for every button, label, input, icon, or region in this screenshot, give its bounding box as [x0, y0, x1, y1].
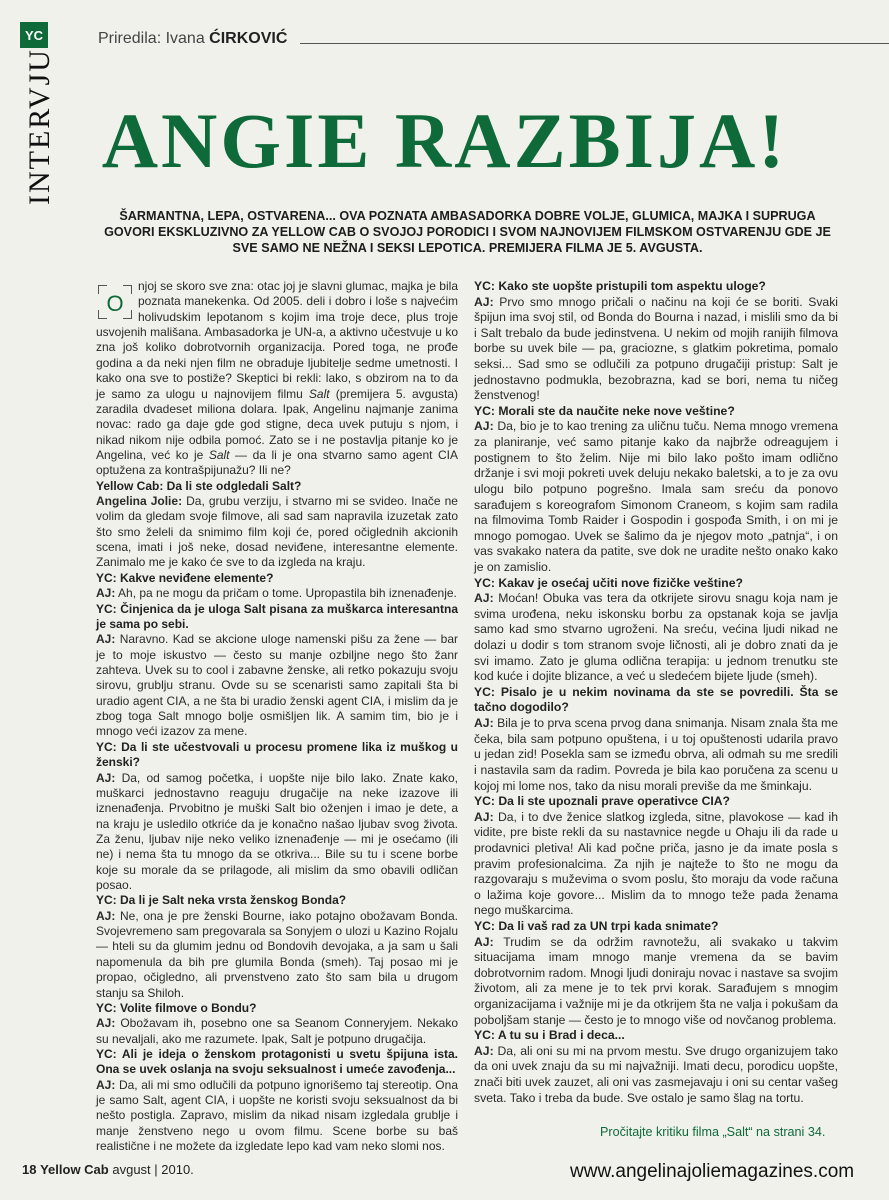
interview-question: YC: Morali ste da naučite neke nove veštine?	[474, 403, 735, 418]
answer-speaker: AJ:	[474, 716, 494, 731]
interview-answer	[474, 935, 838, 1029]
footer-issue: avgust | 2010.	[112, 1162, 194, 1177]
credit-name: ĆIRKOVIĆ	[209, 30, 288, 47]
review-teaser: Pročitajte kritiku filma „Salt“ na strani 34.	[600, 1125, 826, 1139]
answer-text: Da, bio je to kao trening za uličnu tuču. Nema mnogo vremena za planiranje, već samo pitanje kako da najbrže odreagujem i postignem to što želim. Nije mi bilo lako pošto imam odlično držanje i svi moji pokreti uvek deluju nekako baletski, a to je za ovu ulogu bilo potpuno pogrešno. Imala sam sreću da ponovo sarađujem s koreografom Simonom Craneom, s kojim sam radila na filmovima Tomb Raider i Gospodin i gospođa Smith, i on mi je mnogo pomogao. Uvek se šalimo da je njegov moto „patnja“, i on vas svakako natera da patite, sve dok ne uradite nešto onako kako je on zamislio.	[474, 419, 838, 574]
answer-text: Da, grubu verziju, i stvarno mi se svideo. Inače ne volim da gledam svoje filmove, ali sad sam napravila izuzetak zato što smo želeli da snimimo film koji će, pored očiglednih akcionih scena, imati i još neke, dosad neviđene, interesantne elemente. Zanimalo me je kako će sve to da izgleda na kraju.	[96, 494, 458, 570]
answer-speaker: Angelina Jolie:	[96, 494, 183, 509]
footer-magazine: Yellow Cab	[40, 1162, 109, 1177]
interview-question: YC: Kakav je osećaj učiti nove fizičke veštine?	[474, 575, 743, 590]
answer-speaker: AJ:	[96, 908, 116, 923]
interview-question: YC: Da li vaš rad za UN trpi kada snimate?	[474, 918, 719, 933]
interview-question: YC: Kako ste uopšte pristupili tom aspektu uloge?	[474, 279, 766, 293]
answer-text: Bila je to prva scena prvog dana snimanja. Nisam znala šta me čeka, bila sam potpuno opuštena, i u toj opuštenosti udarila pravo u jedan zid! Posekla sam se između obrva, ali odmah su me sredili i nastavila sam da radim. Povreda je bila kao poručena za scenu u kojoj mi lome nos, tako da nisu morali previše da me šminkaju.	[474, 716, 838, 793]
article-lead: ŠARMANTNA, LEPA, OSTVARENA... OVA POZNATA AMBASADORKA DOBRE VOLJE, GLUMICA, MAJKA I SUPRUGA GOVORI EKSKLUZIVNO ZA YELLOW CAB O SVOJOJ PORODICI I SVOM NAJNOVIJEM FILMSKOM OSTVARENJU GDE JE SVE SAMO NE NEŽNA I SEKSI LEPOTICA. PREMIJERA FILMA JE 5. AVGUSTA.	[104, 209, 831, 255]
answer-speaker: AJ:	[474, 1043, 494, 1058]
page-number: 18	[22, 1162, 37, 1177]
answer-text: Da, ali mi smo odlučili da potpuno ignorišemo taj stereotip. Ona je samo Salt, agent CIA, i uopšte ne koristi svoju seksualnost da bi nešto postigla. Zapravo, mislim da nikad nisam izgledala grublje i manje ženstveno nego u ovom filmu. Scene borbe su baš realistične i ne možete da izgledate lepo kad vam neko slomi nos.	[96, 1077, 458, 1154]
answer-speaker: AJ:	[474, 419, 494, 434]
interview-answer	[474, 419, 838, 575]
drop-cap	[98, 285, 132, 319]
interview-answer	[474, 295, 838, 404]
interview-question: YC: Činjenica da je uloga Salt pisana za muškarca interesantna je sama po sebi.	[96, 601, 458, 631]
article-title: ANGIE RAZBIJA!	[101, 97, 788, 184]
answer-text: Obožavam ih, posebno one sa Seanom Conneryjem. Nekako su nevaljali, ako me razumete. Ipak, Salt je potpuno drugačija.	[96, 1016, 458, 1046]
answer-text: Da, i to dve ženice slatkog izgleda, sitne, plavokose — kad ih vidite, pre biste rekli da su nastavnice negde u Ohaju ili da rade u prodavnici pletiva! Ali kad počne priča, jasno je da imate posla s pravim profesionalcima. Za njih je najteže to što ne mogu da razgovaraju s muževima o svom poslu, što moraju da vode računa o lažima koje govore... Mislim da to mnogo teže pada ženama nego muškarcima.	[474, 809, 838, 918]
interview-answer	[96, 1016, 458, 1047]
interview-answer	[96, 771, 458, 894]
interview-answer	[96, 494, 458, 571]
interview-answer	[474, 1044, 838, 1106]
answer-text: Da, ali oni su mi na prvom mestu. Sve drugo organizujem tako da oni uvek znaju da su mi najvažniji. Imati decu, porodicu uopšte, znači biti uvek zauzet, ali oni vas zasmejavaju i oni su centar vašeg sveta. Tako i treba da bude. Sve ostalo je samo šlag na tortu.	[474, 1043, 838, 1105]
interview-answer	[96, 632, 458, 740]
interview-question: YC: Da li je Salt neka vrsta ženskog Bonda?	[96, 893, 347, 908]
answer-speaker: AJ:	[474, 934, 494, 949]
answer-text: Naravno. Kad se akcione uloge namenski pišu za žene — bar je to moje iskustvo — često su manje ozbiljne nego što žanr zahteva. Uvek su to cool i zabavne ženske, ali retko pokazuju svoju sirovu, grublju stranu. Ovde su se scenaristi samo zapitali šta bi uradio agent CIA, a ne šta bi uradio ženski agent CIA, i mislim da je zbog toga Salt mnogo bolje osmišljen lik. A samim tim, bio je i mnogo veći izazov za mene.	[96, 632, 458, 739]
interview-question: YC: Kakve neviđene elemente?	[96, 570, 274, 585]
interview-question: Yellow Cab: Da li ste odgledali Salt?	[96, 478, 302, 493]
intro-film-title-2: Salt	[208, 447, 230, 462]
interview-answer	[474, 716, 838, 794]
answer-speaker: AJ:	[96, 1077, 116, 1092]
author-credit	[98, 30, 287, 48]
credit-prefix: Priredila: Ivana	[98, 30, 205, 47]
interview-answer	[96, 586, 458, 601]
answer-text: Ah, pa ne mogu da pričam o tome. Upropastila bih iznenađenje.	[118, 586, 457, 601]
intro-text: njoj se skoro sve zna: otac joj je slavni glumac, majka je bila poznata manekenka. Od 2005. deli i dobro i loše s najvećim holivudskim lepotanom s kojim ima troje dece, plus troje usvojenih mališana. Ambasadorka je UN-a, a aktivno učestvuje u ko zna još koliko dobrotvornih organizacija. Pored toga, ne prođe godina a da neki njen film ne obraduje ljubitelje sedme umetnosti. I kako ona sve to postiže? Skeptici bi rekli: lako, s obzirom na to da je samo za ulogu u najnovijem filmu	[96, 279, 458, 401]
interview-question: YC: Volite filmove o Bondu?	[96, 1000, 257, 1015]
answer-text: Trudim se da održim ravnotežu, ali svakako u takvim situacijama imam mnogo manje vremena da se bavim dobrotvornim radom. Mnogi ljudi doniraju novac i nastave sa svojim životom, ali za mene je to tek prvi korak. Sarađujem s mnogim organizacijama i važnije mi je da otkrijem šta ne valja i pokušam da poboljšam stanje — često je to mnogo više od novčanog problema.	[474, 934, 838, 1027]
intro-film-title: Salt	[308, 386, 330, 401]
intro-text-tail: (premijera 5. avgusta) zaradila dvadeset miliona dolara. Ipak, Angelinu najmanje zanima novac: rado ga daje gde god stigne, deca uvek putuju s njom, i nikad nikom nije odbila pomoć. Zato se i ne postavlja pitanje ko je Angelina, već ko je	[96, 386, 458, 462]
header-rule	[300, 43, 889, 44]
interview-answer	[474, 810, 838, 919]
column-left	[96, 279, 458, 1154]
answer-text: Prvo smo mnogo pričali o načinu na koji će se boriti. Svaki špijun ima svoj stil, od Bonda do Bourna i nazad, i mislili smo da bi i Salt trebalo da bude jedinstvena. U nekim od mojih ranijih filmova borbe su uvek bile — pa, graciozne, s glatkim pokretima, pomalo seksi... Sad smo se odlučili za potpuno drugačiji pristup: Salt je jednostavno podmukla, bezobrazna, kad se bori, nema tu ničeg ženstvenog!	[474, 294, 838, 403]
answer-text: Ne, ona je pre ženski Bourne, iako potajno obožavam Bonda. Svojevremeno sam pregovarala sa Sonyjem o ulozi u Kazino Rojalu — hteli su da glumim jednu od Bondovih devojaka, a ja sam u šali napomenula da bih pre glumila Bonda (smeh). Taj posao mi je propao, očigledno, ali prvenstveno zato što sam bila u drugom stanju sa Shiloh.	[96, 908, 458, 1000]
intro-text-end: — da li je ona stvarno samo agent CIA optužena za kontrašpijunažu? Ili ne?	[96, 447, 458, 478]
interview-question: YC: Da li ste učestvovali u procesu promene lika iz muškog u ženski?	[96, 739, 458, 770]
interview-question: YC: A tu su i Brad i deca...	[474, 1028, 625, 1043]
interview-answer	[474, 591, 838, 685]
interview-answer	[96, 909, 458, 1001]
answer-speaker: AJ:	[474, 809, 494, 824]
answer-speaker: AJ:	[96, 632, 116, 647]
magazine-badge: YC	[20, 22, 48, 48]
interview-question: YC: Da li ste upoznali prave operativce CIA?	[474, 794, 731, 809]
website-watermark: www.angelinajoliemagazines.com	[570, 1161, 855, 1182]
interview-question: YC: Ali je ideja o ženskom protagonisti u svetu špijuna ista. Ona se uvek oslanja na svoju seksualnost i umeće zavođenja...	[96, 1046, 458, 1077]
answer-text: Moćan! Obuka vas tera da otkrijete sirovu snagu koja nam je svima urođena, neku iskonsku borbu za opstanak koja se javlja samo kad smo stvarno ugroženi. Na sreću, većina ljudi nikad ne dolazi u dodir s tom stranom svoje ličnosti, ali je dobro znati da je svi imamo. Zato je gluma odlična terapija: u jednom trenutku ste kod kuće i dojite blizance, a već u sledećem bijete ljude (smeh).	[474, 591, 838, 684]
answer-text: Da, od samog početka, i uopšte nije bilo lako. Znate kako, muškarci jednostavno reaguju drugačije na neke izazove ili iznenađenja. Prvobitno je muški Salt bio oženjen i imao je dete, a na kraju je usledilo otkriće da je konačno našao ljubav svog života. Za ženu, ljubav nije neko veliko iznenađenje — mi je osećamo (ili ne) i nema šta tu mnogo da se otkriva... Bile su tu i scene borbe koje su morale da se prilagode, ali mislim da smo obavili odličan posao.	[96, 770, 458, 893]
column-right	[474, 279, 838, 1106]
interview-answer	[96, 1078, 458, 1155]
page-footer	[22, 1162, 194, 1177]
answer-speaker: AJ:	[474, 294, 494, 309]
intro-paragraph	[96, 279, 458, 479]
answer-speaker: AJ:	[96, 770, 116, 785]
answer-speaker: AJ:	[474, 591, 494, 606]
section-label: INTERVJU	[23, 48, 56, 205]
interview-question: YC: Pisalo je u nekim novinama da ste se povredili. Šta se tačno dogodilo?	[474, 684, 838, 715]
drop-cap-letter: O	[106, 291, 124, 316]
answer-speaker: AJ:	[96, 586, 116, 601]
answer-speaker: AJ:	[96, 1016, 116, 1031]
